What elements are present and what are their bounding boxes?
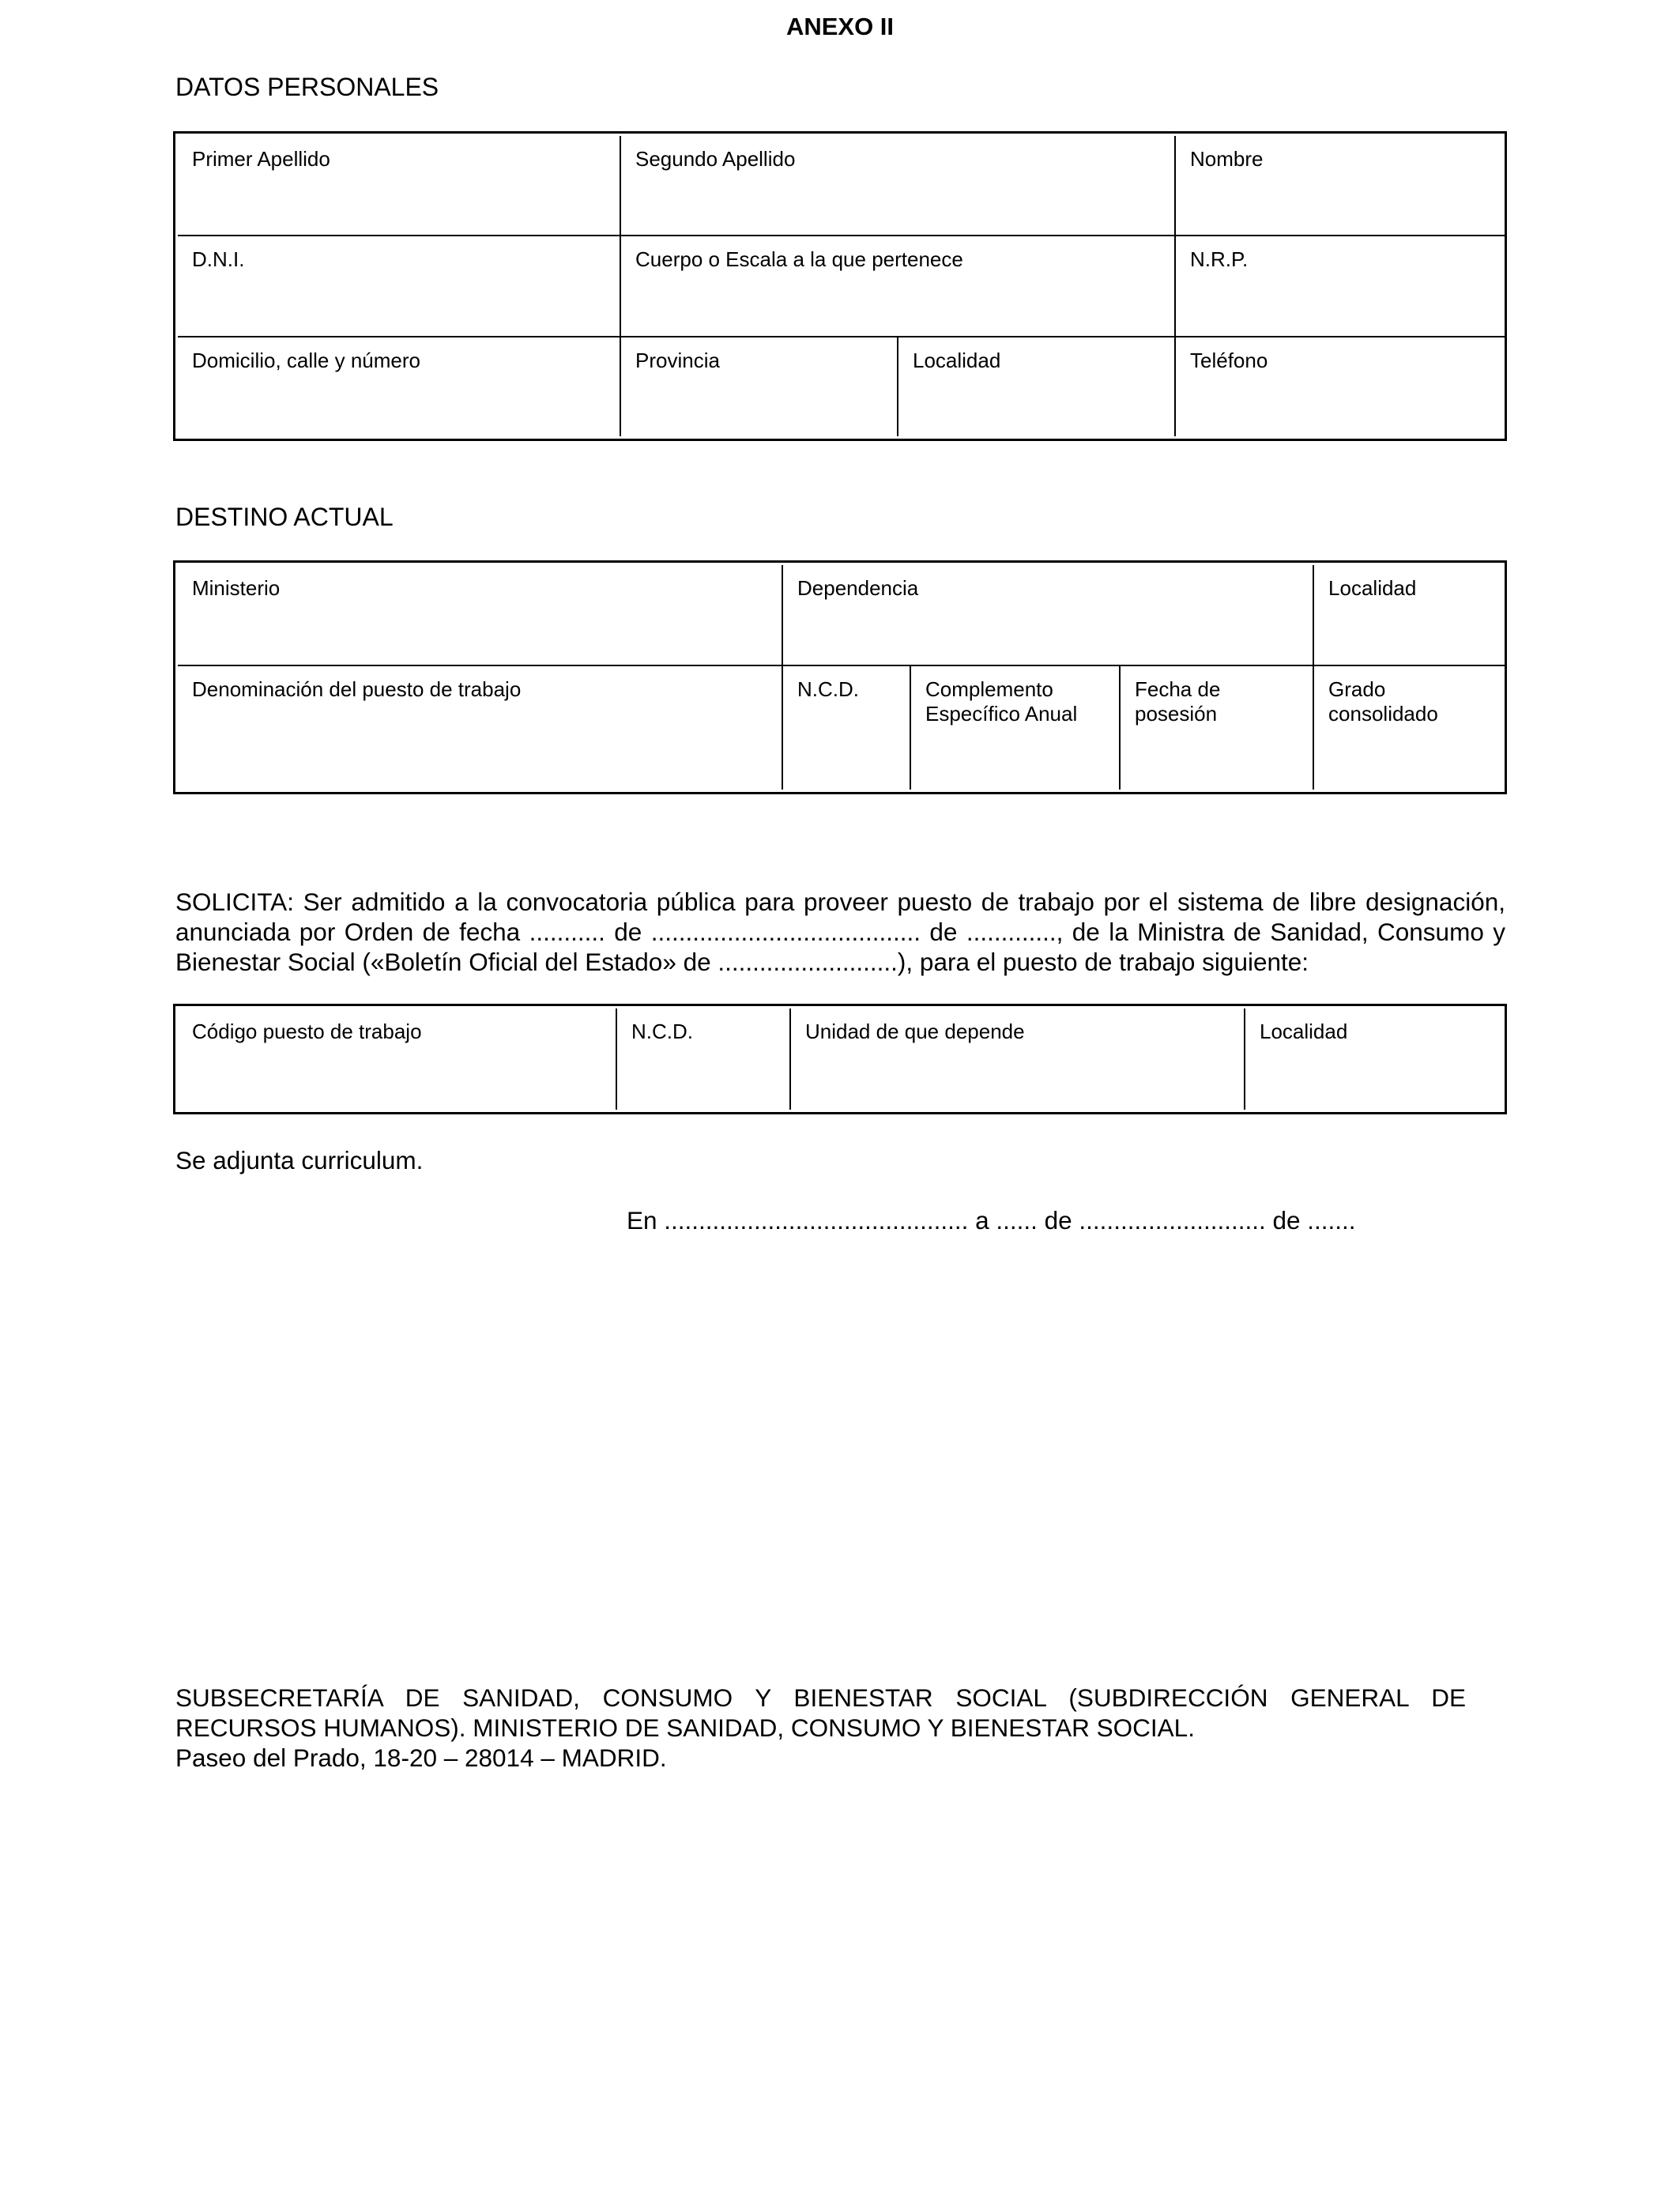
- ministerio-label: Ministerio: [192, 576, 281, 600]
- codigo-puesto-label: Código puesto de trabajo: [192, 1020, 422, 1043]
- fecha-posesion-field[interactable]: [1120, 665, 1313, 790]
- solicita-paragraph: [175, 887, 1505, 977]
- puesto-localidad-field[interactable]: [1245, 1008, 1505, 1110]
- solicita-line1: SOLICITA: Ser admitido a la convocatoria pública para proveer puesto de trabajo por el sistema de libre designación,: [175, 888, 1505, 916]
- codigo-puesto-field[interactable]: [178, 1008, 616, 1110]
- solicita-line2: anunciada por Orden de fecha ........... de ....................................... de ............., de la Ministra de Sanidad, Consumo y: [175, 918, 1505, 946]
- destino-localidad-field[interactable]: [1313, 565, 1505, 665]
- destino-ncd-label: N.C.D.: [797, 677, 859, 701]
- segundo-apellido-label: Segundo Apellido: [635, 147, 796, 171]
- complemento-label-line1: Complemento: [925, 677, 1053, 701]
- grado-label-line1: Grado: [1328, 677, 1386, 701]
- nombre-field[interactable]: [1175, 136, 1505, 236]
- grado-label-line2: consolidado: [1328, 702, 1438, 726]
- cuerpo-label: Cuerpo o Escala a la que pertenece: [635, 247, 963, 271]
- destino-actual-table: [173, 560, 1507, 794]
- nombre-label: Nombre: [1190, 147, 1264, 171]
- complemento-field[interactable]: [910, 665, 1120, 790]
- datos-personales-table: [173, 131, 1507, 441]
- unidad-label: Unidad de que depende: [805, 1020, 1025, 1043]
- localidad-label: Localidad: [913, 349, 1001, 373]
- lugar-fecha-line[interactable]: En ............................................ a ...... de ........................... de .......: [627, 1206, 1356, 1235]
- puesto-ncd-field[interactable]: [616, 1008, 790, 1110]
- fecha-label-line2: posesión: [1135, 702, 1218, 726]
- footer-line3: Paseo del Prado, 18-20 – 28014 – MADRID.: [175, 1744, 667, 1772]
- datos-personales-heading: DATOS PERSONALES: [175, 73, 439, 101]
- puesto-solicitado-table: [173, 1004, 1507, 1114]
- page-title: ANEXO II: [785, 13, 895, 40]
- destino-localidad-label: Localidad: [1328, 576, 1417, 600]
- localidad-field[interactable]: [898, 337, 1175, 436]
- telefono-label: Teléfono: [1190, 349, 1268, 373]
- complemento-label-line2: Específico Anual: [925, 702, 1078, 726]
- nrp-field[interactable]: [1175, 236, 1505, 337]
- footer-line2: RECURSOS HUMANOS). MINISTERIO DE SANIDAD, CONSUMO Y BIENESTAR SOCIAL.: [175, 1713, 1195, 1742]
- primer-apellido-label: Primer Apellido: [192, 147, 330, 171]
- domicilio-field[interactable]: [178, 337, 620, 436]
- provincia-label: Provincia: [635, 349, 720, 373]
- footer-line1: SUBSECRETARÍA DE SANIDAD, CONSUMO Y BIENESTAR SOCIAL (SUBDIRECCIÓN GENERAL DE: [175, 1683, 1466, 1712]
- fecha-label-line1: Fecha de: [1135, 677, 1221, 701]
- domicilio-label: Domicilio, calle y número: [192, 349, 420, 373]
- destino-ncd-field[interactable]: [782, 665, 910, 790]
- cuerpo-field[interactable]: [620, 236, 1175, 337]
- dependencia-field[interactable]: [782, 565, 1313, 665]
- telefono-field[interactable]: [1175, 337, 1505, 436]
- adjunta-curriculum: Se adjunta curriculum.: [175, 1146, 424, 1174]
- puesto-ncd-label: N.C.D.: [631, 1020, 693, 1043]
- ministerio-field[interactable]: [178, 565, 782, 665]
- segundo-apellido-field[interactable]: [620, 136, 1175, 236]
- grado-field[interactable]: [1313, 665, 1505, 790]
- denominacion-label: Denominación del puesto de trabajo: [192, 677, 522, 701]
- dni-field[interactable]: [178, 236, 620, 337]
- unidad-field[interactable]: [790, 1008, 1245, 1110]
- primer-apellido-field[interactable]: [178, 136, 620, 236]
- destino-actual-heading: DESTINO ACTUAL: [175, 503, 394, 531]
- dni-label: D.N.I.: [192, 247, 245, 271]
- solicita-line3: Bienestar Social («Boletín Oficial del Estado» de ..........................), para el puesto de trabajo siguiente:: [175, 948, 1309, 976]
- puesto-localidad-label: Localidad: [1260, 1020, 1348, 1043]
- nrp-label: N.R.P.: [1190, 247, 1249, 271]
- provincia-field[interactable]: [620, 337, 898, 436]
- denominacion-field[interactable]: [178, 665, 782, 790]
- address-footer: [175, 1683, 1466, 1773]
- dependencia-label: Dependencia: [797, 576, 919, 600]
